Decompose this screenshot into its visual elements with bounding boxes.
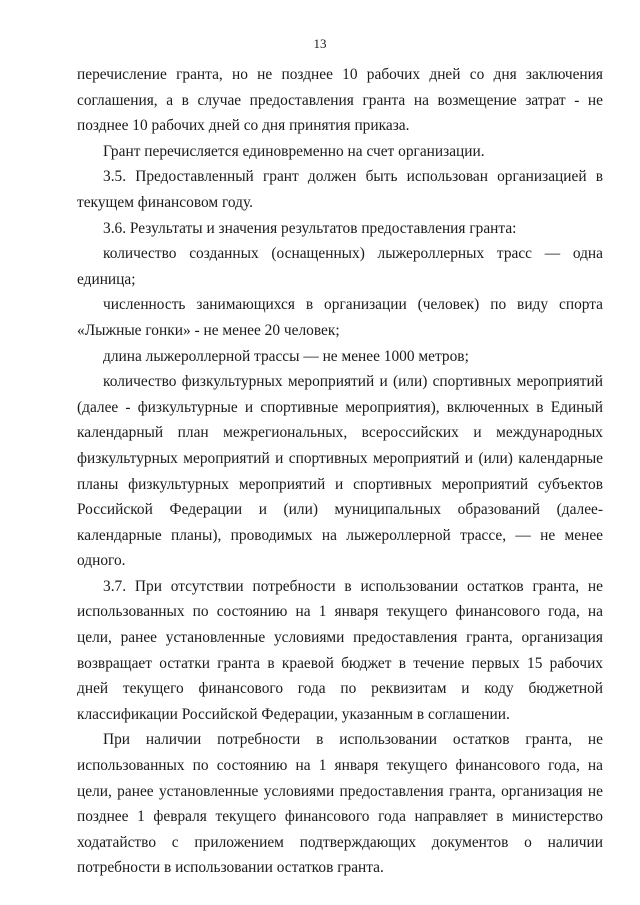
paragraph-section-3-6: 3.6. Результаты и значения результатов предоставления гранта: [103,219,517,237]
paragraph-remaining-funds-need: При наличии потребности в использовании остатков гранта, не использованных по состоянию на 1 января текущего финансового года, на цели, ранее установленные условиями предоставления гранта, организация не позднее 1 февраля текущего финансового года направляет в министерство ходатайство с приложением подтверждающих документов о наличии потребности в использовании остатков гранта. [77,731,603,877]
paragraph-grant-transfer-terms: перечисление гранта, но не позднее 10 рабочих дней со дня заключения соглашения, а в случае предоставления гранта на возмещение затрат - не позднее 10 рабочих дней со дня принятия приказа. [77,66,603,135]
paragraph-result-tracks-count: количество созданных (оснащенных) лыжероллерных трасс — одна единица; [77,245,603,288]
page-number: 13 [313,36,327,51]
paragraph-result-participants: численность занимающихся в организации (человек) по виду спорта «Лыжные гонки» - не менее 20 человек; [77,296,603,339]
paragraph-result-track-length: длина лыжероллерной трассы — не менее 1000 метров; [103,347,469,365]
paragraph-section-3-7: 3.7. При отсутствии потребности в использовании остатков гранта, не использованных по состоянию на 1 января текущего финансового года, на цели, ранее установленные условиями предоставления гранта, организация возвращает остатки гранта в краевой бюджет в течение первых 15 рабочих дней текущего финансового года по реквизитам и коду бюджетной классификации Российской Федерации, указанным в соглашении. [77,577,603,723]
paragraph-grant-single-transfer: Грант перечисляется единовременно на счет организации. [103,142,485,160]
paragraph-section-3-5: 3.5. Предоставленный грант должен быть использован организацией в текущем финансовом году. [77,168,603,211]
paragraph-result-events-count: количество физкультурных мероприятий и (или) спортивных мероприятий (далее - физкультурные и спортивные мероприятия), включенных в Единый календарный план межрегиональных, всероссийских и международных физкультурных мероприятий и спортивных мероприятий и (или) календарные планы физкультурных мероприятий и спортивных мероприятий субъектов Российской Федерации и (или) муниципальных образований (далее-календарные планы), проводимых на лыжероллерной трассе, — не менее одного. [77,373,603,570]
document-body [77,62,603,881]
